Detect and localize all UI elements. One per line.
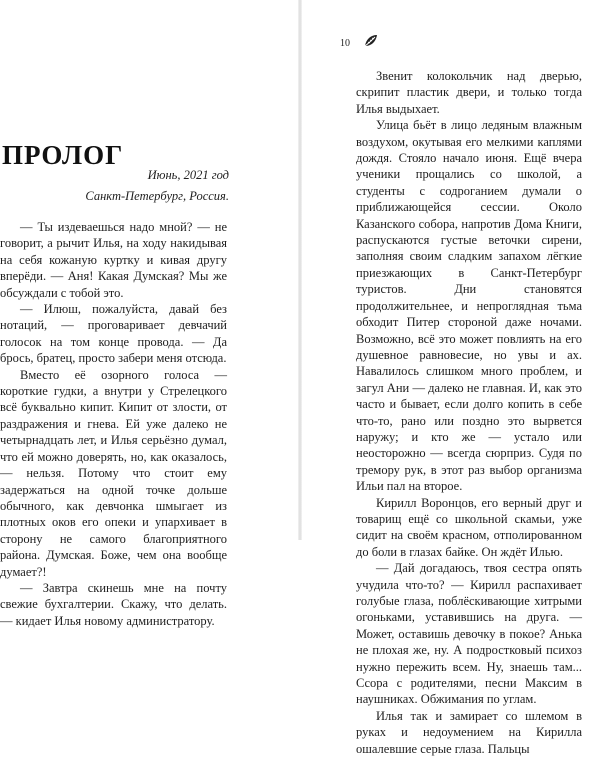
paragraph: Кирилл Воронцов, его верный друг и товарищ ещё со школьной скамьи, уже сидит на своём красном, отполированном до боли в глазах байке. Он ждёт Илью. xyxy=(356,495,582,559)
chapter-title: ПРОЛОГ xyxy=(2,140,124,170)
paragraph: — Дай догадаюсь, твоя сестра опять учудила что-то? — Кирилл распахивает голубые глаза, поблёскивающие хитрыми огоньками, уставившись на друга. — Может, оставишь девочку в покое? Анька не плохая же, ну. А подростковый психоз нужно пережить всем. Ну, знаешь там... Ссора с родителями, песни Максим в наушниках. Обжимания по углам. xyxy=(356,561,582,707)
left-page xyxy=(0,0,299,628)
epigraph xyxy=(85,165,229,207)
right-page-text xyxy=(356,68,582,757)
paragraph: Илья так и замирает со шлемом в руках и недоумением на Кирилла ошалевшие серые глаза. Пальцы xyxy=(356,708,582,756)
right-page xyxy=(302,0,600,756)
paragraph: Улица бьёт в лицо ледяным влажным воздухом, окутывая его мелкими каплями дождя. Стояло начало июня. Ещё вчера ученики прощались со школой, а студенты с содроганием думали о приближающейся сессии. Около Казанского собора, напротив Дома Книги, распускаются густые веточки сирени, заполняя своим сладким запахом лёгкие приезжающих в Санкт-Петербург туристов. Дни становятся продолжительнее, и непроглядная тьма обходит Питер стороной даже ночами. Возможно, всё это может повлиять на его душевное равновесие, но увы и ах. Навалилось слишком много проблем, и загул Ани — далеко не главная. И, как это часто и бывает, если долго копить в себе что-то, рано или поздно это вырвется наружу; и кто же — устало или неосторожно — всегда сюрприз. Судя по тремору рук, в этот раз выбор организма Ильи пал на второе. xyxy=(356,118,582,494)
epigraph-date: Июнь, 2021 год xyxy=(147,168,229,182)
paragraph: Вместо её озорного голоса — короткие гудки, а внутри у Стрелецкого всё буквально кипит. Кипит от злости, от раздражения и гнева. Ей уже далеко не четырнадцать лет, и Илья серьёзно думал, что ей можно доверять, но, как оказалось, — нельзя. Потому что стоит ему задержаться на одной точке дольше обычного, как девчонка шмыгает из плотных оков его опеки и упархивает в сторону не самого благоприятного района. Думская. Боже, чем она вообще думает?! xyxy=(0,367,227,579)
paragraph: Звенит колокольчик над дверью, скрипит пластик двери, и только тогда Илья выдыхает. xyxy=(356,69,582,116)
left-page-text xyxy=(0,219,227,629)
paragraph: — Илюш, пожалуйста, давай без нотаций, — проговаривает девчачий голосок на том конце провода. — Да брось, братец, просто забери меня отсюда. xyxy=(0,302,227,366)
paragraph: — Завтра скинешь мне на почту свежие бухгалтерии. Скажу, что делать. — кидает Илья новому администратору. xyxy=(0,580,227,628)
page-number: 10 xyxy=(340,38,350,49)
leaf-ornament-icon xyxy=(363,33,379,49)
epigraph-place: Санкт-Петербург, Россия. xyxy=(85,189,229,203)
paragraph: — Ты издеваешься надо мной? — не говорит, а рычит Илья, на ходу накидывая на себя кожаную куртку и кивая другу вперёди. — Аня! Какая Думская? Мы же обсуждали с тобой это. xyxy=(0,220,227,300)
